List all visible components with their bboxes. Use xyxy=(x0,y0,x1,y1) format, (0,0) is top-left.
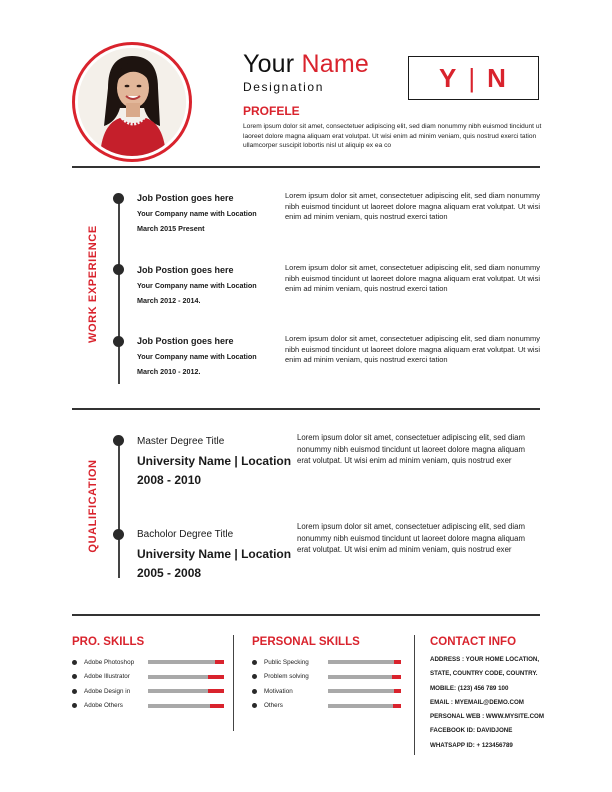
skill-label: Adobe Illustrator xyxy=(84,673,130,681)
skill-row xyxy=(252,699,404,714)
name-last: Name xyxy=(301,50,369,78)
timeline-dot xyxy=(113,529,124,540)
timeline-dot xyxy=(113,435,124,446)
skill-label: Adobe Photoshop xyxy=(84,658,135,666)
skill-row xyxy=(252,655,404,670)
skill-bar xyxy=(328,660,401,664)
degree-title: Master Degree Title xyxy=(137,436,225,447)
job-description: Lorem ipsum dolor sit amet, consectetuer adipiscing elit, sed diam nonummy nibh euismod tincidunt ut laoreet dolore magna aliquam erat volutpat. Ut wisi enim ad minim veniam, quis nostrud exerci tation xyxy=(285,334,540,364)
degree-entry xyxy=(137,436,291,487)
profile-text: Lorem ipsum dolor sit amet, consectetuer adipiscing elit, sed diam nonummy nibh euismod tincidunt ut laoreet dolore magna aliquam erat volutpat. Ut wisi enim ad minim veniam, quis nostrud exerci tation ullamcorper suscipit lobortis nisl ut aliquip ex ea co xyxy=(243,123,542,149)
bullet-icon xyxy=(252,703,257,708)
monogram-left: Y xyxy=(439,62,469,93)
bullet-icon xyxy=(72,660,77,665)
job-company: Your Company name with Location xyxy=(137,209,257,218)
skill-bar xyxy=(148,675,224,679)
personal-skills-title: PERSONAL SKILLS xyxy=(252,636,360,648)
job-entry xyxy=(137,336,257,376)
university-name: University Name | Location xyxy=(137,454,292,468)
job-date: March 2010 - 2012. xyxy=(137,367,201,376)
contact-facebook: FACEBOOK ID: DAVIDJONE xyxy=(430,727,513,735)
contact-whatsapp: WHATSAPP ID: + 123456789 xyxy=(430,741,513,749)
divider-top xyxy=(72,166,540,168)
bullet-icon xyxy=(252,660,257,665)
contact-email: EMAIL : MYEMAIL@DEMO.COM xyxy=(430,698,524,706)
skill-bar-fill xyxy=(208,689,224,693)
profile-heading: PROFELE xyxy=(243,104,300,118)
pro-skills-list xyxy=(72,655,224,713)
skill-bar xyxy=(328,704,401,708)
candidate-name xyxy=(243,50,369,79)
skill-bar xyxy=(148,689,224,693)
skill-label: Others xyxy=(264,702,283,710)
job-description: Lorem ipsum dolor sit amet, consectetuer adipiscing elit, sed diam nonummy nibh euismod tincidunt ut laoreet dolore magna aliquam erat volutpat. Ut wisi enim ad minim veniam, quis nostrud exerci tation xyxy=(285,191,540,221)
skill-bar-fill xyxy=(208,675,224,679)
job-entry xyxy=(137,265,257,305)
contact-info-list xyxy=(430,653,550,753)
contact-address-line2: STATE, COUNTRY CODE, COUNTRY. xyxy=(430,670,538,678)
skill-label: Adobe Design in xyxy=(84,687,131,695)
skill-bar xyxy=(148,704,224,708)
degree-years: 2008 - 2010 xyxy=(137,473,202,487)
university-name: University Name | Location xyxy=(137,547,292,561)
divider-middle xyxy=(72,408,540,410)
divider-bottom xyxy=(72,614,540,616)
skill-bar xyxy=(328,675,401,679)
qualification-section-title: QUALIFICATION xyxy=(87,459,99,553)
bullet-icon xyxy=(72,674,77,679)
job-entry xyxy=(137,193,257,233)
bullet-icon xyxy=(72,689,77,694)
degree-title: Bacholor Degree Title xyxy=(137,529,234,540)
work-section-title: WORK EXPERIENCE xyxy=(87,225,99,343)
job-date: March 2012 - 2014. xyxy=(137,296,201,305)
skill-label: Adobe Others xyxy=(84,702,123,710)
skill-row xyxy=(252,670,404,685)
degree-years: 2005 - 2008 xyxy=(137,566,202,580)
timeline-dot xyxy=(113,264,124,275)
job-date: March 2015 Present xyxy=(137,224,205,233)
contact-mobile: MOBILE: (123) 456 789 100 xyxy=(430,684,509,692)
degree-description: Lorem ipsum dolor sit amet, consectetuer adipiscing elit, sed diam nonummy nibh euismod tincidunt ut laoreet dolore magna aliquam erat volutpat. Ut wisi enim ad minim veniam, quis nostrud exer xyxy=(297,522,525,554)
job-title: Job Postion goes here xyxy=(137,336,234,346)
job-title: Job Postion goes here xyxy=(137,265,234,275)
bullet-icon xyxy=(72,703,77,708)
timeline-dot xyxy=(113,336,124,347)
contact-info-title: CONTACT INFO xyxy=(430,636,517,648)
degree-entry xyxy=(137,529,291,580)
profile-photo xyxy=(78,48,186,156)
contact-address: ADDRESS : YOUR HOME LOCATION, xyxy=(430,656,540,663)
monogram-logo xyxy=(408,56,539,100)
qualification-timeline-line xyxy=(118,440,120,578)
skill-bar-fill xyxy=(215,660,224,664)
skill-bar xyxy=(148,660,224,664)
skill-bar-fill xyxy=(394,660,401,664)
skill-bar-fill xyxy=(393,704,401,708)
column-separator xyxy=(233,635,234,731)
job-company: Your Company name with Location xyxy=(137,281,257,290)
job-description: Lorem ipsum dolor sit amet, consectetuer adipiscing elit, sed diam nonummy nibh euismod tincidunt ut laoreet dolore magna aliquam erat volutpat. Ut wisi enim ad minim veniam, quis nostrud exerci tation xyxy=(285,263,540,293)
column-separator xyxy=(414,635,415,755)
job-title: Job Postion goes here xyxy=(137,193,234,203)
skill-row xyxy=(72,684,224,699)
contact-website: PERSONAL WEB : WWW.MYSITE.COM xyxy=(430,713,545,721)
bullet-icon xyxy=(252,674,257,679)
skill-row xyxy=(72,655,224,670)
work-timeline-line xyxy=(118,198,120,384)
monogram-right: N xyxy=(487,62,518,93)
portrait-image xyxy=(78,48,186,156)
degree-description: Lorem ipsum dolor sit amet, consectetuer adipiscing elit, sed diam nonummy nibh euismod tincidunt ut laoreet dolore magna aliquam erat volutpat. Ut wisi enim ad minim veniam, quis nostrud exer xyxy=(297,433,525,465)
job-company: Your Company name with Location xyxy=(137,352,257,361)
skill-bar-fill xyxy=(394,689,401,693)
personal-skills-list xyxy=(252,655,404,713)
monogram-separator: | xyxy=(468,62,488,93)
name-first: Your xyxy=(243,50,295,78)
skill-label: Motivation xyxy=(264,687,293,695)
skill-bar-fill xyxy=(210,704,224,708)
skill-label: Problem solving xyxy=(264,673,309,681)
designation: Designation xyxy=(243,80,324,94)
skill-bar-fill xyxy=(392,675,401,679)
skill-row xyxy=(72,670,224,685)
skill-row xyxy=(72,699,224,714)
timeline-dot xyxy=(113,193,124,204)
skill-row xyxy=(252,684,404,699)
skill-label: Public Specking xyxy=(264,658,309,666)
bullet-icon xyxy=(252,689,257,694)
skill-bar xyxy=(328,689,401,693)
pro-skills-title: PRO. SKILLS xyxy=(72,636,145,648)
